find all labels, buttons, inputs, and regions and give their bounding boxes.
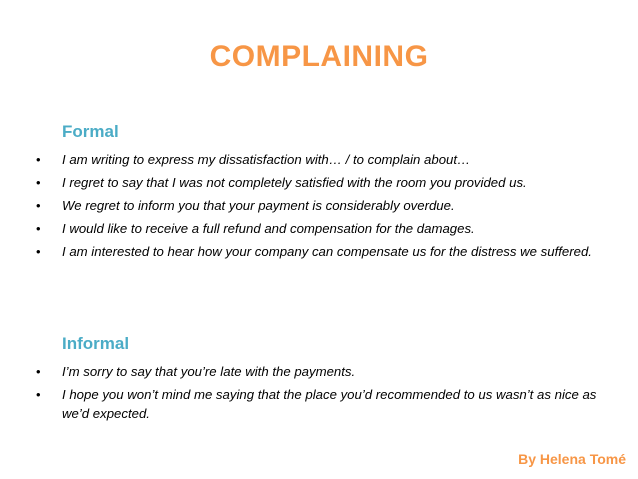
list-item (0, 196, 638, 215)
list-item (0, 362, 638, 381)
bullet-icon: • (36, 221, 41, 236)
formal-phrase-list (0, 150, 638, 265)
list-item (0, 242, 638, 261)
section-heading-formal: Formal (62, 122, 119, 141)
list-item (0, 150, 638, 169)
bullet-icon: • (36, 175, 41, 190)
informal-phrase-list (0, 362, 638, 427)
bullet-icon: • (36, 198, 41, 213)
list-item-text: I hope you won’t mind me saying that the place you’d recommended to us wasn’t as nice as we’d expected. (62, 387, 597, 421)
slide-title: COMPLAINING (209, 40, 429, 73)
list-item-text: I am writing to express my dissatisfaction with… / to complain about… (62, 152, 471, 167)
bullet-icon: • (36, 364, 41, 379)
author-byline: By Helena Tomé (518, 451, 626, 467)
bullet-icon: • (36, 152, 41, 167)
list-item-text: I’m sorry to say that you’re late with the payments. (62, 364, 356, 379)
bullet-icon: • (36, 387, 41, 402)
list-item-text: We regret to inform you that your payment is considerably overdue. (62, 198, 455, 213)
bullet-icon: • (36, 244, 41, 259)
list-item (0, 385, 638, 423)
list-item-text: I regret to say that I was not completely satisfied with the room you provided us. (62, 175, 527, 190)
list-item (0, 219, 638, 238)
list-item-text: I would like to receive a full refund and compensation for the damages. (62, 221, 475, 236)
list-item-text: I am interested to hear how your company can compensate us for the distress we suffered. (62, 244, 592, 259)
section-heading-informal: Informal (62, 334, 130, 353)
list-item (0, 173, 638, 192)
